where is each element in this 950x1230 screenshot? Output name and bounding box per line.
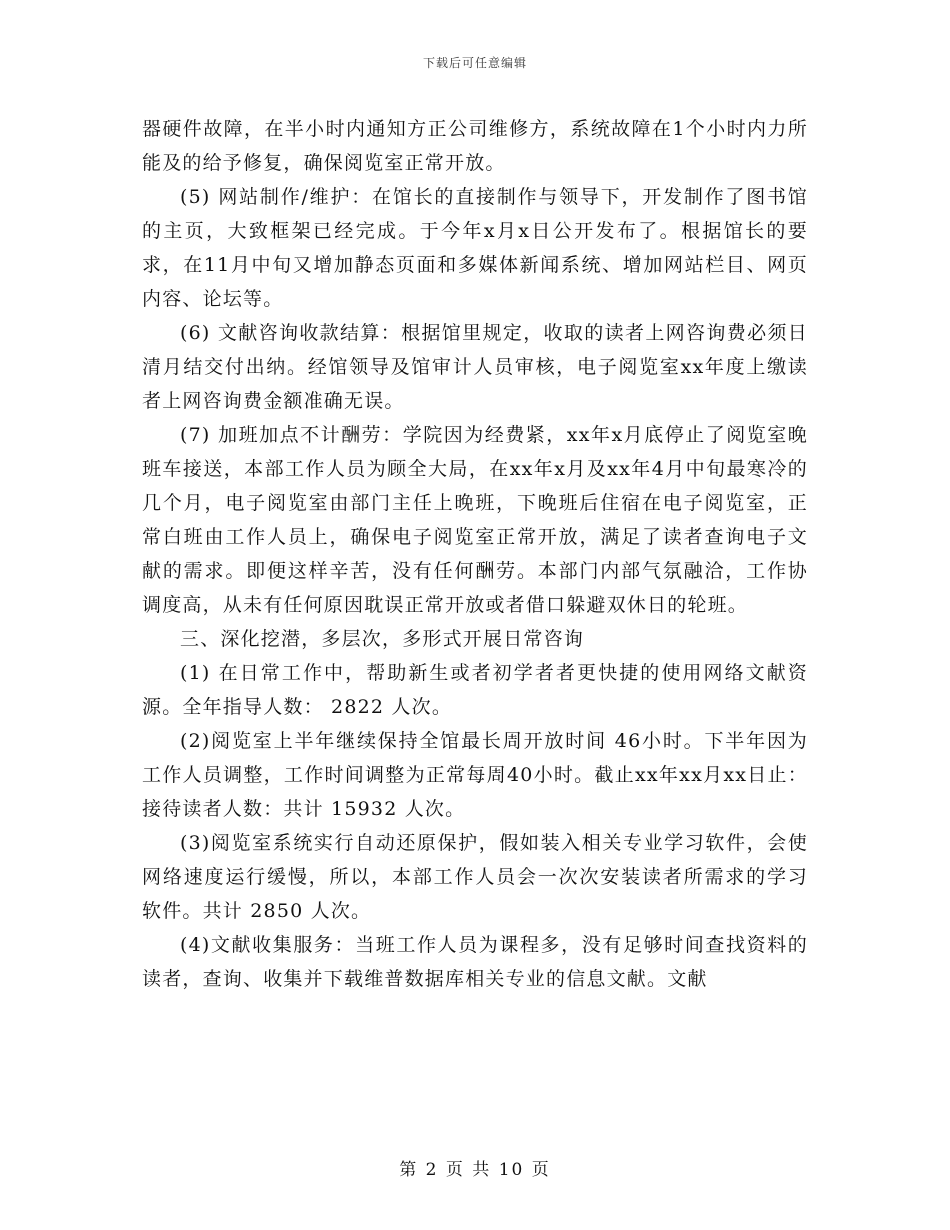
paragraph: (5) 网站制作/维护：在馆长的直接制作与领导下，开发制作了图书馆的主页，大致框架已经完成。于今年x月x日公开发布了。根据馆长的要求，在11月中旬又增加静态页面和多媒体新闻系统、增加网站栏目、网页内容、论坛等。 — [142, 186, 808, 310]
paragraph: 器硬件故障，在半小时内通知方正公司维修方，系统故障在1个小时内力所能及的给予修复，确保阅览室正常开放。 — [142, 118, 808, 174]
paragraph: (4)文献收集服务：当班工作人员为课程多，没有足够时间查找资料的读者，查询、收集并下载维普数据库相关专业的信息文献。文献 — [142, 934, 808, 990]
paragraph: (7) 加班加点不计酬劳：学院因为经费紧，xx年x月底停止了阅览室晚班车接送，本部工作人员为顾全大局，在xx年x月及xx年4月中旬最寒冷的几个月，电子阅览室由部门主任上晚班，下晚班后住宿在电子阅览室，正常白班由工作人员上，确保电子阅览室正常开放，满足了读者查询电子文献的需求。即便这样辛苦，没有任何酬劳。本部门内部气氛融洽，工作协调度高，从未有任何原因耽误正常开放或者借口躲避双休日的轮班。 — [142, 424, 808, 616]
page-header: 下载后可任意编辑 — [422, 56, 527, 70]
page-number-footer: 第 2 页 共 10 页 — [399, 1160, 551, 1180]
paragraph: (1) 在日常工作中，帮助新生或者初学者者更快捷的使用网络文献资源。全年指导人数： 2822 人次。 — [142, 662, 808, 718]
paragraph: (3)阅览室系统实行自动还原保护，假如装入相关专业学习软件，会使网络速度运行缓慢，所以，本部工作人员会一次次安装读者所需求的学习软件。共计 2850 人次。 — [142, 832, 808, 922]
paragraph: (6) 文献咨询收款结算：根据馆里规定，收取的读者上网咨询费必须日清月结交付出纳。经馆领导及馆审计人员审核，电子阅览室xx年度上缴读者上网咨询费金额准确无误。 — [142, 322, 808, 412]
section-heading: 三、深化挖潜，多层次，多形式开展日常咨询 — [180, 628, 585, 650]
paragraph: (2)阅览室上半年继续保持全馆最长周开放时间 46小时。下半年因为工作人员调整，工作时间调整为正常每周40小时。截止xx年xx月xx日止：接待读者人数：共计 15932 人次。 — [142, 730, 808, 820]
document-body — [142, 112, 808, 996]
